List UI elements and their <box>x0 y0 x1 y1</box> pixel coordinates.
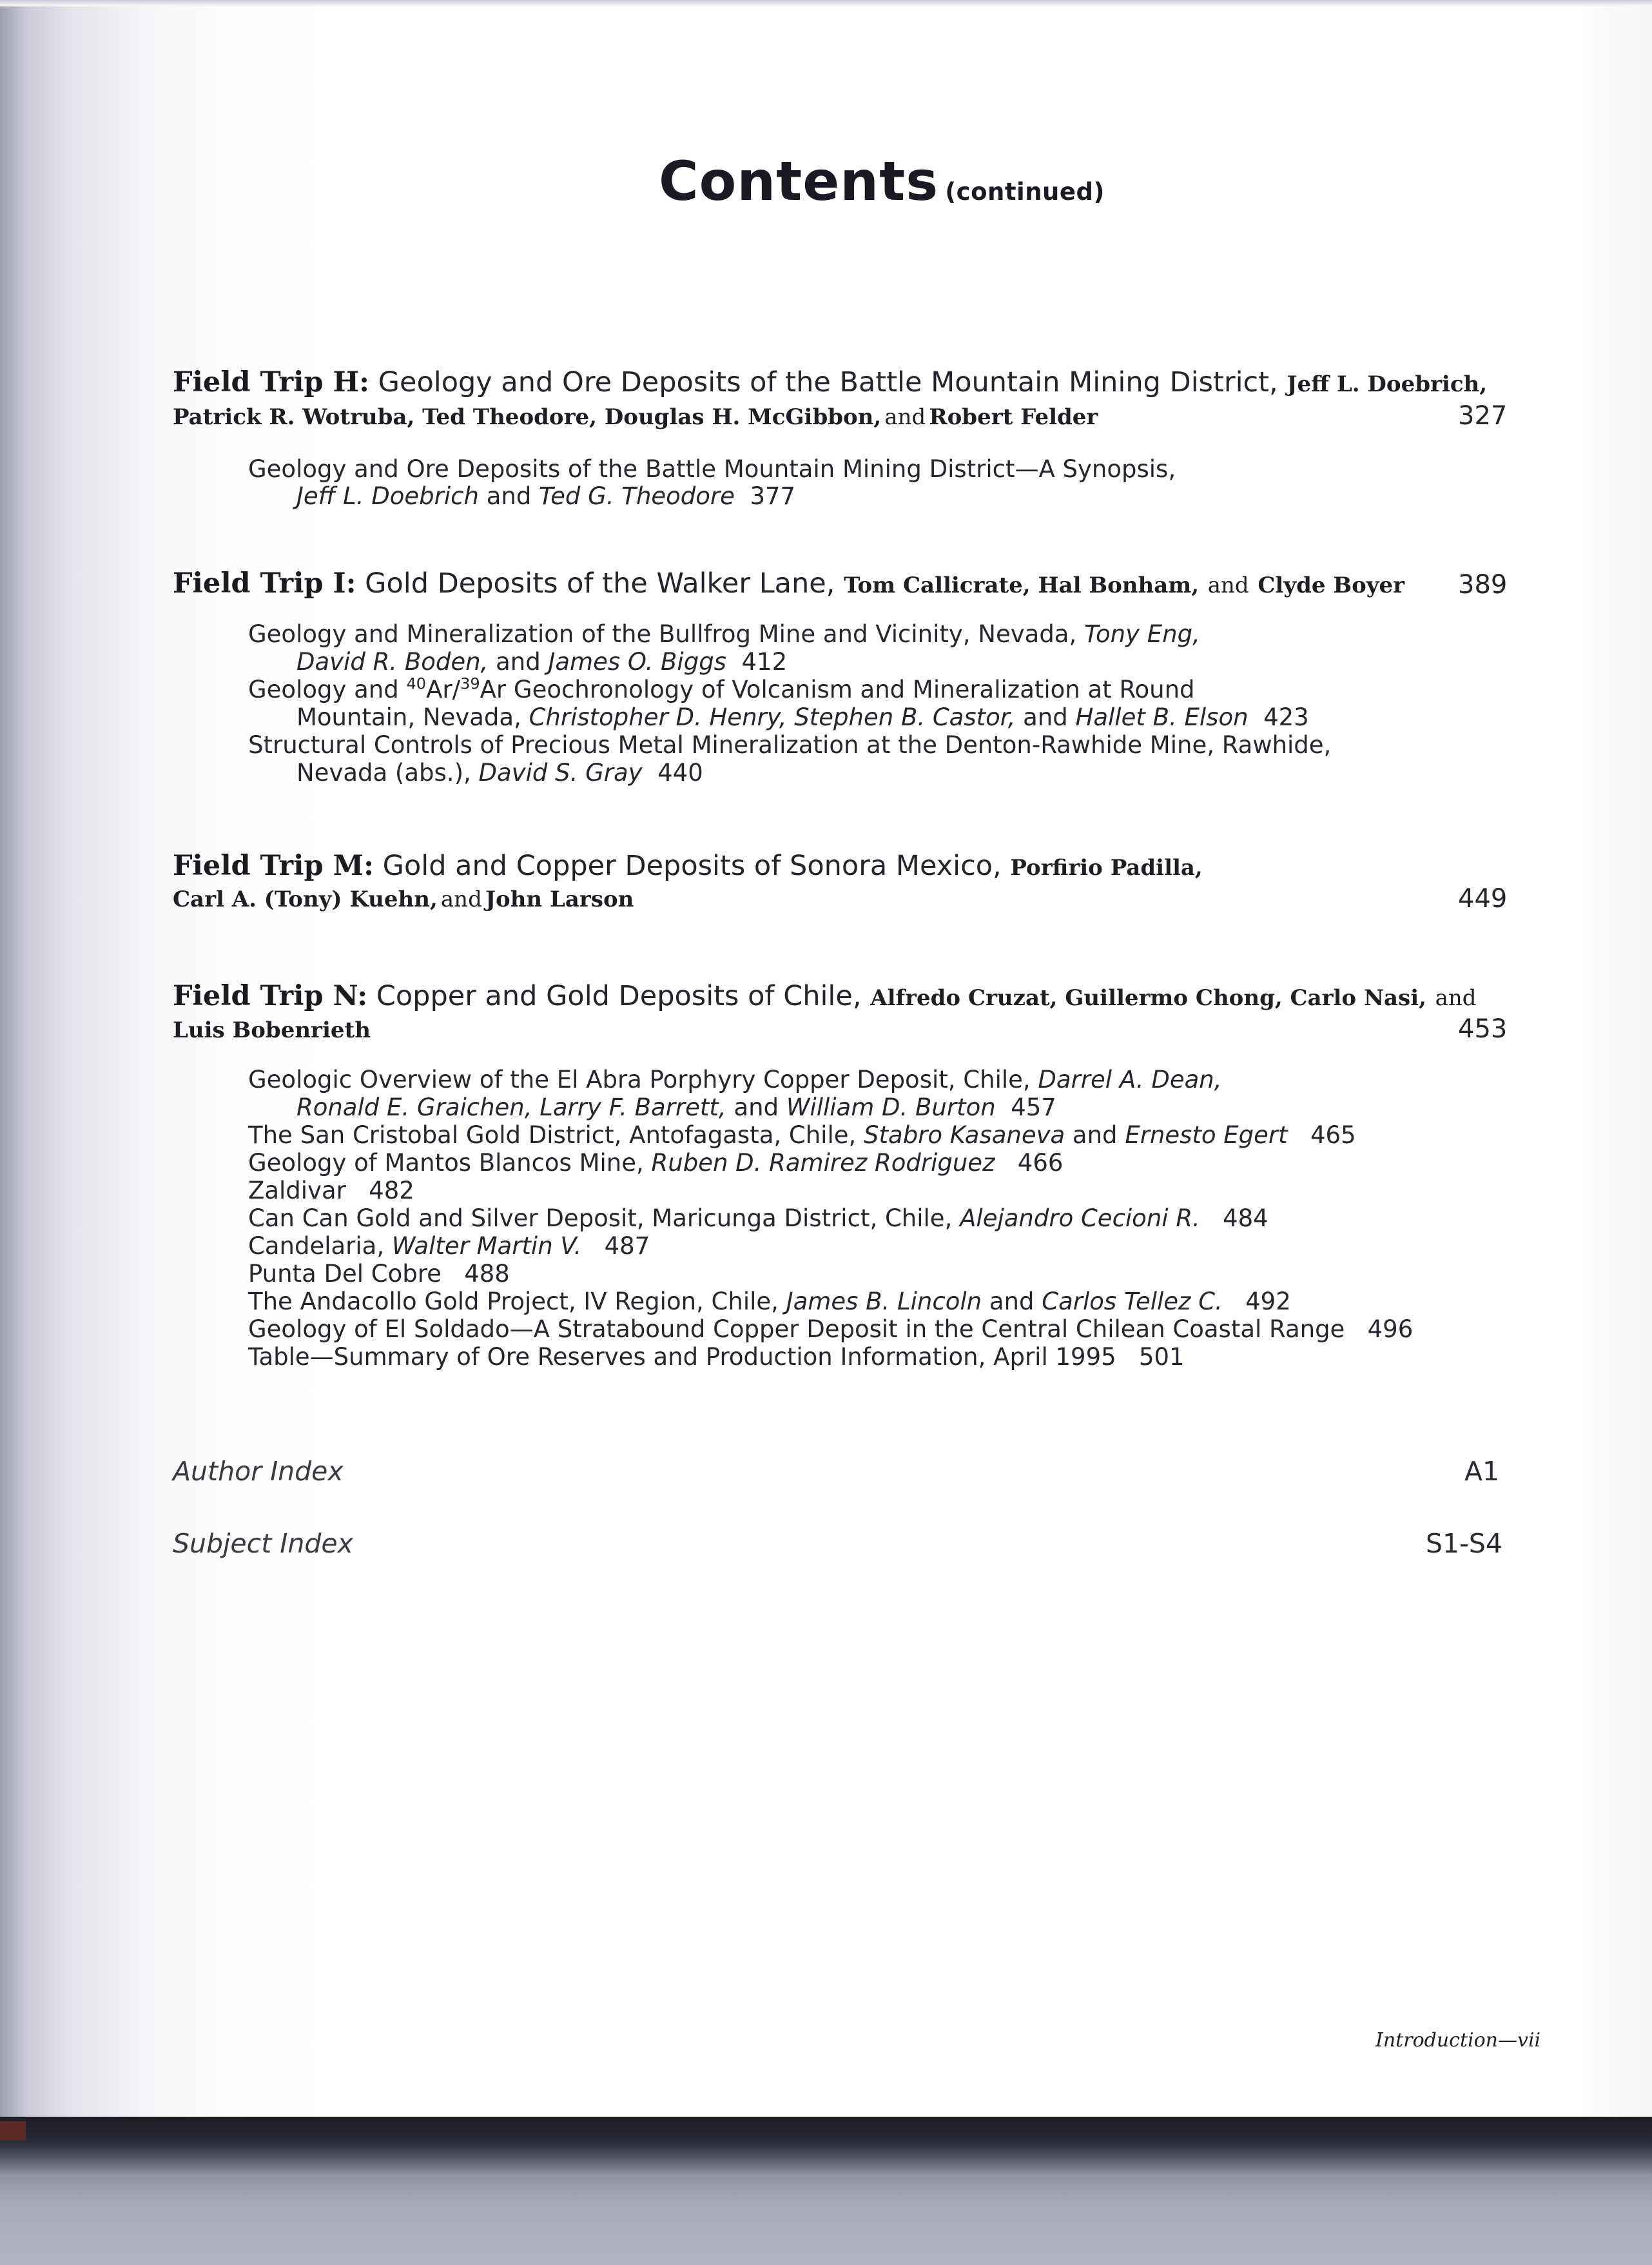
field-trip-n-authors <box>173 1017 371 1043</box>
entry-page: 440 <box>657 759 703 787</box>
entry-authors: Christopher D. Henry, Stephen B. Castor, <box>529 703 1016 731</box>
and-word: and <box>440 887 482 912</box>
entry-authors: Ernesto Egert <box>1125 1121 1288 1149</box>
entry-title: Punta Del Cobre <box>248 1260 442 1288</box>
field-trip-h-page: 327 <box>1458 401 1508 431</box>
and-word: and <box>486 482 532 510</box>
entry-page: 484 <box>1223 1204 1268 1232</box>
entry-title: Candelaria, <box>248 1232 385 1260</box>
trip-authors: Tom Callicrate, Hal Bonham, <box>844 573 1200 598</box>
subject-index-label: Subject Index <box>173 1528 353 1559</box>
trip-title: Gold and Copper Deposits of Sonora Mexico, <box>382 850 1002 882</box>
entry-page: 377 <box>750 482 796 510</box>
field-trip-m-page: 449 <box>1458 884 1508 914</box>
entry-line <box>248 1204 1268 1232</box>
entry-authors: Hallet B. Elson <box>1075 703 1249 731</box>
book-spine-edge <box>0 2121 26 2141</box>
trip-title: Gold Deposits of the Walker Lane, <box>365 567 835 600</box>
page-footer: Introduction—vii <box>1375 2029 1541 2052</box>
page-title <box>659 150 1105 213</box>
entry-authors: Alejandro Cecioni R. <box>960 1204 1200 1232</box>
entry-line: Geology and Ore Deposits of the Battle Mountain Mining District—A Synopsis, <box>248 455 1176 483</box>
trip-authors: Patrick R. Wotruba, Ted Theodore, Douglas H. McGibbon, <box>173 404 882 430</box>
entry-line <box>248 1066 1221 1093</box>
entry-line <box>248 1177 414 1204</box>
and-word: and <box>1435 985 1477 1011</box>
title-continued: (continued) <box>945 178 1105 206</box>
entry-page: 496 <box>1367 1315 1414 1343</box>
entry-line <box>296 648 787 676</box>
entry-authors: Ronald E. Graichen, Larry F. Barrett, <box>296 1093 726 1121</box>
entry-page: 423 <box>1263 703 1309 731</box>
entry-authors: Jeff L. Doebrich <box>296 482 479 510</box>
trip-title: Geology and Ore Deposits of the Battle Mountain Mining District, <box>378 366 1278 398</box>
trip-label: Field Trip N: <box>173 980 368 1012</box>
field-trip-n-page: 453 <box>1458 1014 1508 1044</box>
and-word: and <box>496 648 541 676</box>
entry-line <box>296 703 1309 731</box>
entry-authors: Ted G. Theodore <box>539 482 735 510</box>
entry-title: Geology and <box>248 676 399 703</box>
entry-line <box>248 1232 650 1260</box>
scanner-bottom-edge <box>0 2117 1652 2265</box>
entry-title: Geology and Mineralization of the Bullfrog Mine and Vicinity, Nevada, <box>248 620 1077 648</box>
entry-page: 501 <box>1138 1343 1185 1371</box>
entry-title: The San Cristobal Gold District, Antofagasta, Chile, <box>248 1121 857 1149</box>
entry-authors: Tony Eng, <box>1084 620 1200 648</box>
entry-line <box>248 1121 1356 1149</box>
entry-page: 465 <box>1310 1121 1356 1149</box>
trip-label: Field Trip M: <box>173 850 374 882</box>
entry-line <box>248 676 1195 703</box>
entry-title: Can Can Gold and Silver Deposit, Maricunga District, Chile, <box>248 1204 953 1232</box>
and-word: and <box>734 1093 779 1121</box>
entry-title: Ar Geochronology of Volcanism and Mineralization at Round <box>480 676 1195 703</box>
entry-title: Geology of El Soldado—A Stratabound Copper Deposit in the Central Chilean Coastal Range <box>248 1315 1345 1343</box>
entry-page: 488 <box>464 1260 510 1288</box>
and-word: and <box>1207 573 1249 598</box>
entry-authors: Walter Martin V. <box>391 1232 582 1260</box>
field-trip-h-heading <box>173 366 1487 398</box>
trip-label: Field Trip H: <box>173 366 369 398</box>
entry-title: Zaldivar <box>248 1177 346 1204</box>
entry-authors: William D. Burton <box>786 1093 996 1121</box>
entry-title: The Andacollo Gold Project, IV Region, Chile, <box>248 1288 779 1315</box>
entry-authors: James O. Biggs <box>548 648 726 676</box>
field-trip-m-authors <box>173 887 634 912</box>
entry-line <box>296 1093 1056 1121</box>
isotope-superscript: 40 <box>406 674 427 693</box>
trip-authors: Alfredo Cruzat, Guillermo Chong, Carlo Nasi, <box>870 985 1426 1011</box>
entry-line <box>248 1343 1185 1371</box>
trip-last-author: Robert Felder <box>929 404 1098 430</box>
entry-page: 482 <box>369 1177 414 1204</box>
entry-title: Ar/ <box>426 676 461 703</box>
entry-page: 457 <box>1011 1093 1056 1121</box>
field-trip-n-heading <box>173 980 1477 1012</box>
entry-authors: Stabro Kasaneva <box>864 1121 1065 1149</box>
trip-title: Copper and Gold Deposits of Chile, <box>376 980 862 1012</box>
trip-author: Porfirio Padilla, <box>1010 855 1203 881</box>
and-word: and <box>1023 703 1068 731</box>
entry-line: Structural Controls of Precious Metal Mineralization at the Denton-Rawhide Mine, Rawhide, <box>248 731 1332 759</box>
entry-line <box>248 1315 1413 1343</box>
entry-authors: David S. Gray <box>478 759 643 787</box>
trip-last-author: Luis Bobenrieth <box>173 1017 371 1043</box>
field-trip-h-authors <box>173 404 1098 430</box>
subject-index-page: S1-S4 <box>1426 1528 1503 1559</box>
author-index-page: A1 <box>1464 1456 1500 1487</box>
entry-title: Geologic Overview of the El Abra Porphyry Copper Deposit, Chile, <box>248 1066 1031 1093</box>
page-top-edge <box>0 0 1652 6</box>
author-index-label: Author Index <box>173 1456 344 1487</box>
entry-authors: David R. Boden, <box>296 648 489 676</box>
entry-page: 466 <box>1017 1149 1064 1177</box>
entry-line <box>248 1149 1063 1177</box>
entry-page: 492 <box>1245 1288 1291 1315</box>
entry-authors: Carlos Tellez C. <box>1042 1288 1223 1315</box>
trip-last-author: Clyde Boyer <box>1258 573 1405 598</box>
trip-label: Field Trip I: <box>173 567 356 600</box>
entry-page: 487 <box>604 1232 650 1260</box>
and-word: and <box>1072 1121 1118 1149</box>
and-word: and <box>884 404 926 430</box>
entry-line <box>296 759 703 787</box>
entry-title: Geology of Mantos Blancos Mine, <box>248 1149 644 1177</box>
field-trip-i-page: 389 <box>1458 570 1508 600</box>
entry-authors: Ruben D. Ramirez Rodriguez <box>651 1149 995 1177</box>
trip-author: Jeff L. Doebrich, <box>1287 371 1488 397</box>
trip-last-author: John Larson <box>485 887 634 912</box>
trip-authors: Carl A. (Tony) Kuehn, <box>173 887 438 912</box>
and-word: and <box>989 1288 1035 1315</box>
entry-title: Table—Summary of Ore Reserves and Production Information, April 1995 <box>248 1343 1116 1371</box>
isotope-superscript: 39 <box>460 674 480 693</box>
entry-line <box>248 1260 510 1288</box>
entry-line <box>248 620 1200 648</box>
field-trip-m-heading <box>173 850 1203 882</box>
entry-authors: James B. Lincoln <box>786 1288 982 1315</box>
entry-page: 412 <box>741 648 788 676</box>
entry-line <box>296 482 795 510</box>
entry-title: Mountain, Nevada, <box>296 703 521 731</box>
title-text: Contents <box>659 150 939 213</box>
entry-line <box>248 1288 1291 1315</box>
entry-authors: Darrel A. Dean, <box>1038 1066 1222 1093</box>
entry-title: Nevada (abs.), <box>296 759 471 787</box>
field-trip-i-heading <box>173 567 1404 600</box>
